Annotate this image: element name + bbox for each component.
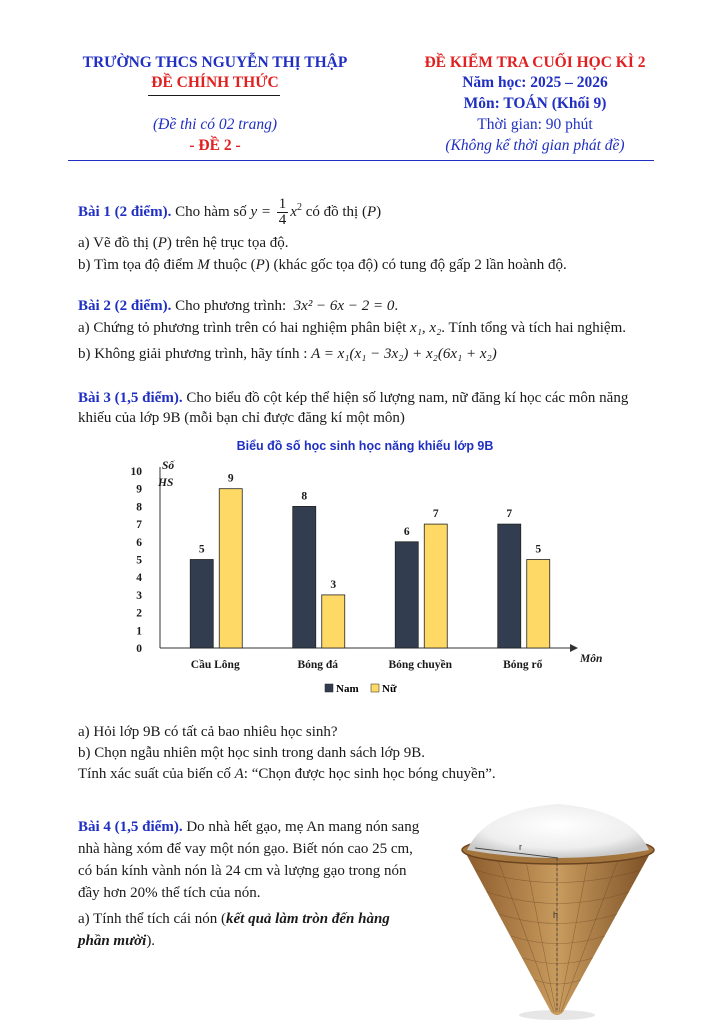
x-axis-arrow — [570, 644, 578, 652]
cone-body — [463, 848, 653, 1015]
bai2-label: Bài 2 (2 điểm). — [78, 298, 172, 314]
pages-note: (Đề thi có 02 trang) — [153, 116, 277, 133]
y-tick-label: 9 — [136, 483, 142, 496]
legend-swatch-nam — [325, 684, 333, 692]
bai1-label: Bài 1 (2 điểm). — [78, 204, 172, 220]
bai3-intro-line1: Bài 3 (1,5 điểm). Cho biểu đồ cột kép thể hiện số lượng nam, nữ đăng kí học các môn năng — [78, 390, 629, 406]
bai1-part-b: b) Tìm tọa độ điểm M thuộc (P) (khác gốc tọa độ) có tung độ gấp 2 lần hoành độ. — [78, 257, 567, 273]
bai4-part-a-line2: phần mười). — [78, 933, 156, 949]
bar-value-label: 7 — [432, 508, 439, 521]
bar-value-label: 8 — [301, 490, 308, 503]
chart-title: Biểu đồ số học sinh học năng khiếu lớp 9B — [236, 439, 494, 453]
bar-nam — [293, 506, 316, 648]
school-year: Năm học: 2025 – 2026 — [462, 74, 608, 91]
bar-chart — [110, 455, 610, 715]
bai3-label: Bài 3 (1,5 điểm). — [78, 390, 183, 406]
subject: Môn: TOÁN (Khối 9) — [463, 95, 607, 112]
y-tick-label: 1 — [136, 625, 142, 638]
bai2-intro: Bài 2 (2 điểm). Cho phương trình: 3x² − 6x − 2 = 0. — [78, 298, 399, 314]
exam-title: ĐỀ KIỂM TRA CUỐI HỌC KÌ 2 — [424, 54, 646, 71]
bar-value-label: 7 — [506, 508, 513, 521]
bai1-intro: Bài 1 (2 điểm). Cho hàm số y = $\frac{1}{4}$ $x^2$ có đồ thị (P) — [78, 196, 382, 229]
duration: Thời gian: 90 phút — [477, 116, 593, 133]
bar-nu — [527, 560, 550, 649]
bar-value-label: 9 — [227, 472, 234, 485]
header-divider — [68, 160, 654, 161]
bar-nu — [219, 489, 242, 648]
bai3-part-b: b) Chọn ngẫu nhiên một học sinh trong danh sách lớp 9B. — [78, 745, 426, 761]
bai4-line2: nhà hàng xóm để vay một nón gạo. Biết nón cao 25 cm, — [78, 841, 413, 857]
bar-value-label: 5 — [535, 543, 542, 556]
y-tick-label: 10 — [130, 466, 142, 478]
bar-nam — [498, 524, 521, 648]
height-label: h — [553, 910, 559, 920]
y-axis-label-2: HS — [158, 477, 174, 489]
bai2-part-b: b) Không giải phương trình, hãy tính : A = x₁(x₁ − 3x₂) + x₂(6x₁ + x₂) — [78, 346, 497, 362]
y-tick-label: 6 — [136, 536, 142, 549]
x-tick-label: Bóng đá — [297, 659, 339, 671]
y-tick-label: 0 — [136, 643, 142, 655]
y-tick-label: 3 — [136, 589, 142, 602]
x-axis-label: Môn — [580, 653, 603, 665]
y-tick-label: 8 — [136, 501, 142, 514]
radius-label: r — [519, 842, 522, 852]
bai4-line1: Bài 4 (1,5 điểm). Do nhà hết gạo, mẹ An mang nón sang — [78, 819, 420, 835]
exam-code: - ĐỀ 2 - — [189, 137, 241, 154]
y-tick-label: 5 — [136, 554, 142, 567]
official-label: ĐỀ CHÍNH THỨC — [151, 74, 279, 91]
official-underline — [148, 95, 280, 96]
x-tick-label: Bóng rổ — [503, 659, 543, 671]
bar-value-label: 3 — [330, 578, 337, 591]
bai4-line3: có bán kính vành nón là 24 cm và lượng gạo trong nón — [78, 863, 407, 879]
x-tick-label: Bóng chuyền — [388, 659, 453, 671]
bai4-part-a-line1: a) Tính thể tích cái nón (kết quả làm tròn đến hàng — [78, 911, 390, 927]
bar-value-label: 6 — [403, 525, 410, 538]
bai3-part-b2: Tính xác suất của biến cố A: “Chọn được học sinh học bóng chuyền”. — [78, 766, 496, 782]
school-name: TRƯỜNG THCS NGUYỄN THỊ THẬP — [82, 54, 348, 71]
bar-value-label: 5 — [198, 543, 205, 556]
bar-nu — [322, 595, 345, 648]
bai3-intro-line2: khiếu của lớp 9B (mỗi bạn chỉ được đăng kí một môn) — [78, 410, 405, 426]
legend-label-nam: Nam — [336, 683, 359, 695]
bai2-equation: 3x² − 6x − 2 = 0 — [293, 298, 395, 314]
legend-label-nu: Nữ — [382, 683, 397, 695]
x-tick-label: Cầu Lông — [190, 659, 240, 671]
rice-cone-image — [455, 800, 660, 1024]
bai4-line4: đầy hơn 20% thể tích của nón. — [78, 885, 261, 901]
bar-nu — [424, 524, 447, 648]
y-tick-label: 4 — [136, 572, 142, 585]
bai3-part-a: a) Hỏi lớp 9B có tất cả bao nhiêu học sinh? — [78, 724, 338, 740]
y-tick-label: 2 — [136, 607, 142, 620]
bai1-formula: y = $\frac{1}{4}$ $x^2$ — [250, 196, 302, 229]
legend-swatch-nu — [371, 684, 379, 692]
y-tick-label: 7 — [136, 519, 142, 532]
bar-nam — [190, 560, 213, 649]
duration-note: (Không kể thời gian phát đề) — [445, 137, 625, 154]
bar-nam — [395, 542, 418, 648]
bai1-part-a: a) Vẽ đồ thị (P) trên hệ trục tọa độ. — [78, 235, 289, 251]
bai2-part-a: a) Chứng tỏ phương trình trên có hai nghiệm phân biệt x₁, x₂. Tính tổng và tích hai nghiệm. — [78, 320, 626, 336]
bai4-label: Bài 4 (1,5 điểm). — [78, 819, 183, 835]
y-axis-label-1: Số — [162, 460, 175, 472]
